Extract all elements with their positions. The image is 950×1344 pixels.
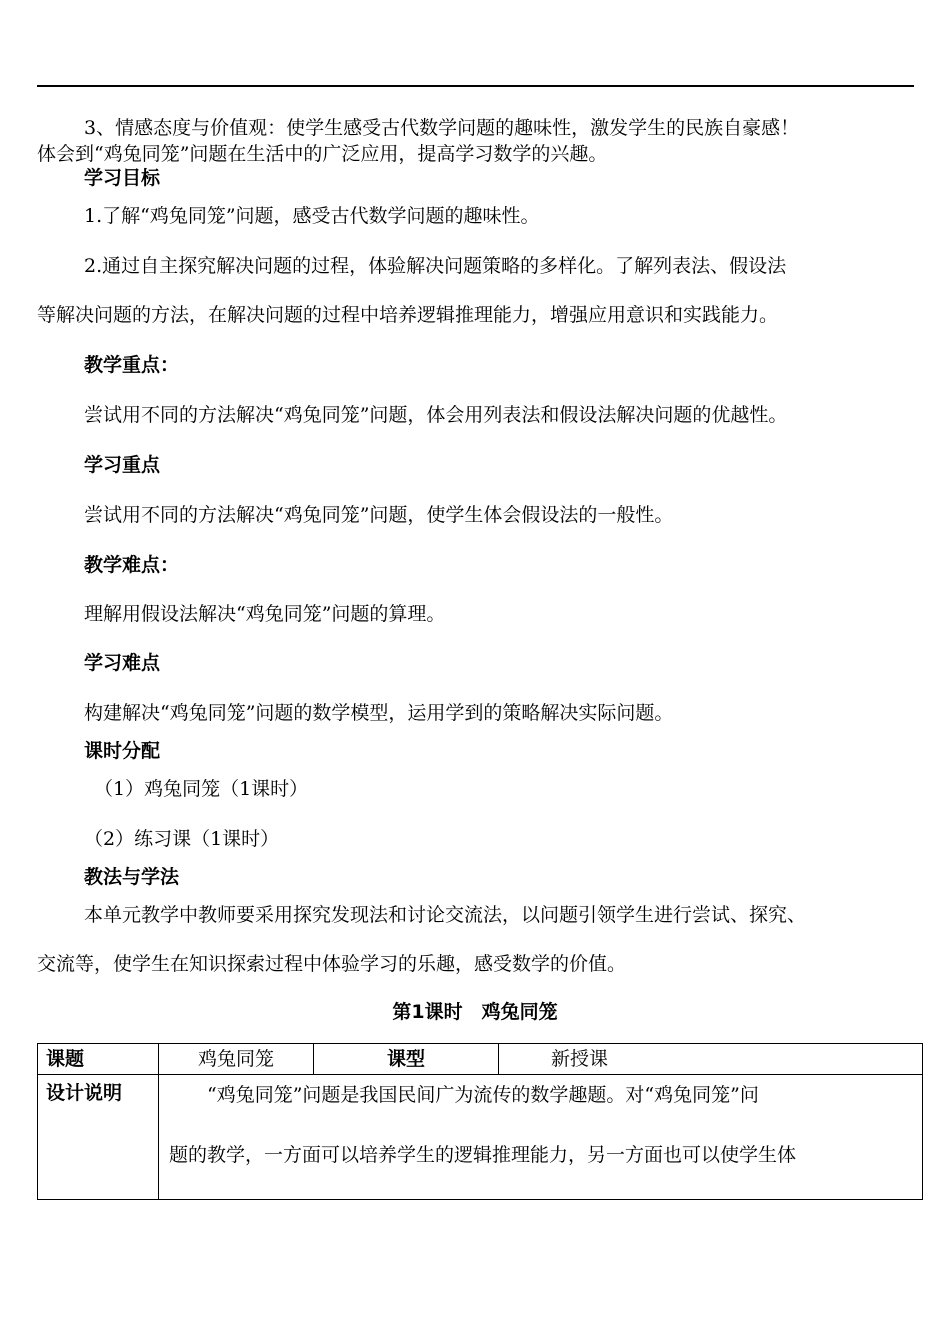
type-value-cell	[499, 1044, 923, 1075]
topic-label-cell	[38, 1044, 159, 1075]
schedule-item-2: （2）练习课（1课时）	[84, 828, 280, 850]
method-text-line-1: 本单元教学中教师要采用探究发现法和讨论交流法，以问题引领学生进行尝试、探究、	[84, 904, 807, 926]
design-paragraph-line-2: 题的教学，一方面可以培养学生的逻辑推理能力，另一方面也可以使学生体	[169, 1144, 797, 1166]
schedule-heading: 课时分配	[84, 740, 161, 762]
learning-goal-1: 1.了解“鸡兔同笼”问题，感受古代数学问题的趣味性。	[84, 205, 540, 227]
header-rule	[37, 85, 914, 87]
type-label-cell	[314, 1044, 499, 1075]
teaching-difficulty-heading: 教学难点：	[84, 554, 180, 576]
learning-goals-heading: 学习目标	[84, 167, 161, 189]
learning-key-heading: 学习重点	[84, 454, 161, 476]
topic-label: 课题	[46, 1048, 85, 1070]
teaching-key-heading: 教学重点：	[84, 354, 180, 376]
learning-difficulty-heading: 学习难点	[84, 652, 161, 674]
learning-key-text: 尝试用不同的方法解决“鸡兔同笼”问题，使学生体会假设法的一般性。	[84, 504, 674, 526]
table-row	[38, 1075, 923, 1200]
teaching-difficulty-text: 理解用假设法解决“鸡兔同笼”问题的算理。	[84, 603, 446, 625]
topic-value-cell	[159, 1044, 314, 1075]
learning-goal-2-line-2: 等解决问题的方法，在解决问题的过程中培养逻辑推理能力，增强应用意识和实践能力。	[37, 304, 779, 326]
lesson-info-table	[37, 1043, 923, 1200]
design-label: 设计说明	[46, 1082, 123, 1104]
table-row	[38, 1044, 923, 1075]
method-text-line-2: 交流等，使学生在知识探索过程中体验学习的乐趣，感受数学的价值。	[37, 953, 627, 975]
type-label: 课型	[386, 1048, 425, 1070]
design-text-cell	[159, 1075, 923, 1200]
design-label-cell	[38, 1075, 159, 1200]
attitude-goal-line-1: 3、情感态度与价值观：使学生感受古代数学问题的趣味性，激发学生的民族自豪感！	[84, 117, 800, 139]
learning-goal-2-line-1: 2.通过自主探究解决问题的过程，体验解决问题策略的多样化。了解列表法、假设法	[84, 255, 787, 277]
learning-difficulty-text: 构建解决“鸡兔同笼”问题的数学模型，运用学到的策略解决实际问题。	[84, 702, 674, 724]
lesson-title: 第1课时 鸡兔同笼	[392, 1001, 558, 1023]
design-paragraph-line-1: “鸡兔同笼”问题是我国民间广为流传的数学趣题。对“鸡兔同笼”问	[207, 1084, 759, 1106]
attitude-goal-line-2: 体会到“鸡兔同笼”问题在生活中的广泛应用，提高学习数学的兴趣。	[37, 143, 608, 165]
topic-value: 鸡兔同笼	[197, 1048, 274, 1070]
method-heading: 教法与学法	[84, 866, 180, 888]
teaching-key-text: 尝试用不同的方法解决“鸡兔同笼”问题，体会用列表法和假设法解决问题的优越性。	[84, 404, 788, 426]
type-value: 新授课	[551, 1048, 609, 1070]
schedule-item-1: （1）鸡兔同笼（1课时）	[94, 778, 309, 800]
